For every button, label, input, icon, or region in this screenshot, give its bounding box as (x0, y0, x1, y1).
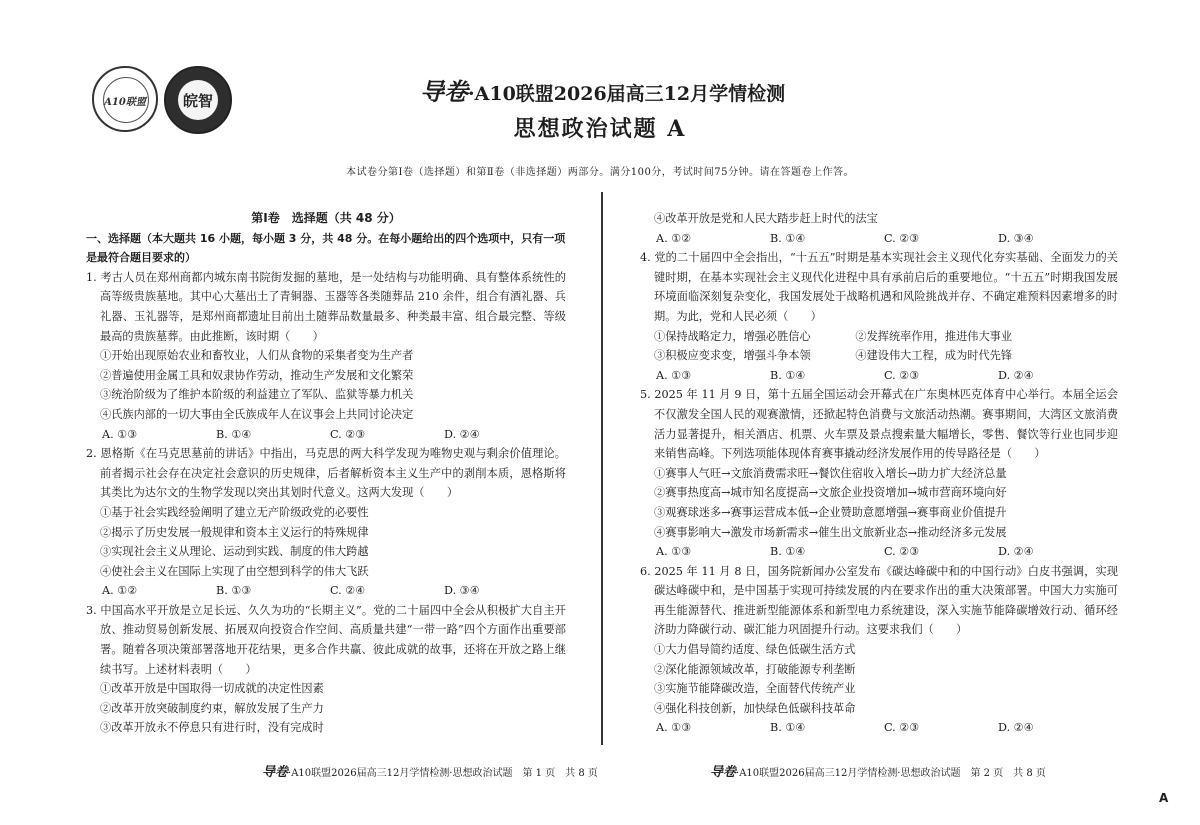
exam-title-text: ·A10联盟2026届高三12月学情检测 (468, 83, 786, 105)
answer-choices (640, 718, 1118, 738)
answer-choice: A. ①③ (656, 368, 692, 382)
question-stem: 2. 恩格斯《在马克思墓前的讲话》中指出，马克思的两大科学发现为唯物史观与剩余价值理论。前者揭示社会存在决定社会意识的历史规律，后者解析资本主义生产中的剥削本质，恩格斯将其类比为达尔文的生物学发现以突出其划时代意义。这两大发现（ ） (86, 447, 566, 500)
question-option: ③积极应变求变，增强斗争本领 ④建设伟大工程，成为时代先锋 (654, 349, 1013, 363)
answer-choices (640, 229, 1118, 249)
exam-title (420, 72, 785, 107)
question-option: ②揭示了历史发展一般规律和资本主义运行的特殊规律 (100, 525, 369, 539)
answer-choices (86, 581, 566, 601)
answer-choice: C. ②③ (884, 545, 920, 559)
question-option: ④赛事影响大→激发市场新需求→催生出文旅新业态→推动经济多元发展 (654, 525, 1007, 539)
answer-choice: D. ②④ (998, 545, 1034, 559)
column-divider (601, 192, 603, 745)
question-stem: 4. 党的二十届四中全会指出，“十五五”时期是基本实现社会主义现代化夯实基础、全面发力的关键时期，在基本实现社会主义现代化进程中具有承前启后的重要地位。“十五五”时期我国发展环境面临深刻复杂变化，我国发展处于战略机遇和风险挑战并存、不确定难预料因素增多的时期。为此，党和人民必须（ ） (640, 251, 1118, 323)
answer-choice: A. ①② (102, 584, 138, 598)
answer-choice: D. ②④ (998, 368, 1034, 382)
question-option: ④改革开放是党和人民大踏步赶上时代的法宝 (654, 212, 878, 225)
question-option: ④使社会主义在国际上实现了由空想到科学的伟大飞跃 (100, 564, 369, 578)
answer-choice: B. ①④ (770, 545, 806, 559)
answer-choice: A. ①② (656, 231, 692, 245)
answer-choices (640, 542, 1118, 562)
answer-choice: D. ②④ (998, 721, 1034, 735)
answer-choice: C. ②④ (330, 584, 366, 598)
question-option: ②深化能源领域改革，打破能源专利垄断 (654, 662, 856, 676)
part-heading: 一、选择题（本大题共 16 小题，每小题 3 分，共 48 分。在每小题给出的四个选项中，只有一项是最符合题目要求的） (86, 231, 566, 265)
answer-choice: D. ③④ (444, 584, 480, 598)
footer-brand-mark: 导卷 (262, 765, 289, 780)
question-option: ③改革开放永不停息只有进行时，没有完成时 (100, 721, 324, 735)
alliance-logo-text: A10联盟 (104, 97, 146, 108)
question-stem: 6. 2025 年 11 月 8 日，国务院新闻办公室发布《碳达峰碳中和的中国行动》白皮书强调，实现碳达峰碳中和，是中国基于实现可持续发展的内在要求作出的重大决策部署。中国大力实施可再生能源替代、推进新型能源体系和新型电力系统建设，深入实施节能降碳增效行动、循环经济助力降碳行动、碳汇能力巩固提升行动。这要求我们（ ） (640, 564, 1118, 637)
question-option: ②赛事热度高→城市知名度提高→文旅企业投资增加→城市营商环境向好 (654, 486, 1007, 500)
question-stem: 5. 2025 年 11 月 9 日，第十五届全国运动会开幕式在广东奥林匹克体育中心举行。本届全运会不仅激发全国人民的观赛激情，还掀起特色消费与文旅活动热潮。赛事期间，大湾区文旅消费活力显著提升，相关酒店、机票、火车票及景点搜索量大幅增长，零售、餐饮等行业也同步迎来销售高峰。下列选项能体现体育赛事撬动经济发展作用的传导路径是（ ） (640, 388, 1118, 461)
question (86, 268, 566, 444)
question-option: ②改革开放突破制度约束，解放发展了生产力 (100, 701, 324, 715)
answer-choice: C. ②③ (330, 427, 366, 441)
answer-choice: C. ②③ (884, 231, 920, 245)
question-option: ①赛事人气旺→文旅消费需求旺→餐饮住宿收入增长→助力扩大经济总量 (654, 466, 1007, 480)
question-option: ④强化科技创新，加快绿色低碳科技革命 (654, 701, 856, 715)
question-stem: 3. 中国高水平开放是立足长远、久久为功的“长期主义”。党的二十届四中全会从积极扩大自主开放、推动贸易创新发展、拓展双向投资合作空间、高质量共建“一带一路”四个方面作出重要部署。随着各项决策部署落地开花结果，更多合作共赢、彼此成就的故事，还将在开放之路上继续书写。上述材料表明（ ） (86, 603, 566, 676)
answer-choice: B. ①④ (770, 721, 806, 735)
question-option: ③实施节能降碳改造，全面替代传统产业 (654, 682, 856, 696)
question (86, 601, 566, 738)
footer-page-2 (710, 761, 1046, 780)
question-option: ①基于社会实践经验阐明了建立无产阶级政党的必要性 (100, 505, 369, 519)
question (640, 209, 1118, 248)
question-option: ①大力倡导简约适度、绿色低碳生活方式 (654, 643, 856, 657)
answer-choices (640, 366, 1118, 386)
footer-page-1 (262, 761, 598, 780)
question (86, 444, 566, 601)
left-question-list (86, 268, 566, 738)
answer-choice: A. ①③ (102, 427, 138, 441)
section-title: 第Ⅰ卷 选择题（共 48 分） (251, 211, 401, 225)
brand-mark: 导卷 (420, 77, 468, 106)
left-column (86, 209, 566, 738)
question (640, 562, 1118, 738)
answer-choice: A. ①③ (656, 545, 692, 559)
question (640, 248, 1118, 385)
question-option: ④氏族内部的一切大事由全氏族成年人在议事会上共同讨论决定 (100, 407, 414, 421)
question-option: ②普遍使用金属工具和奴隶协作劳动，推动生产发展和文化繁荣 (100, 368, 414, 382)
answer-choice: C. ②③ (884, 721, 920, 735)
answer-choices (86, 425, 566, 445)
question-stem: 1. 考古人员在郑州商都内城东南书院街发掘的墓地，是一处结构与功能明确、具有整体系统性的高等级贵族墓地。其中心大墓出土了青铜器、玉器等各类随葬品 210 余件，组合有酒礼器、兵礼器、玉礼器等，是郑州商都遗址目前出土随葬品数量最多、种类最丰富、组合最完整、等级最高的贵族墓葬。由此推断，该时期（ ） (86, 270, 566, 343)
right-column (640, 209, 1118, 738)
question-option: ①保持战略定力，增强必胜信心 ②发挥统率作用，推进伟大事业 (654, 329, 1013, 343)
answer-choice: D. ②④ (444, 427, 480, 441)
exam-instructions: 本试卷分第Ⅰ卷（选择题）和第Ⅱ卷（非选择题）两部分。满分100分，考试时间75分钟。请在答题卷上作答。 (345, 167, 855, 178)
answer-choice: B. ①④ (216, 427, 252, 441)
right-question-list (640, 209, 1118, 738)
footer-right-text: ·A10联盟2026届高三12月学情检测·思想政治试题 第 2 页 共 8 页 (736, 768, 1046, 779)
subject-title: 思想政治试题 A (513, 116, 687, 142)
answer-choice: B. ①④ (770, 368, 806, 382)
question (640, 385, 1118, 561)
question-option: ③统治阶级为了维护本阶级的利益建立了军队、监狱等暴力机关 (100, 388, 414, 402)
answer-choice: C. ②③ (884, 368, 920, 382)
question-option: ①改革开放是中国取得一切成就的决定性因素 (100, 682, 324, 696)
answer-choice: A. ①③ (656, 721, 692, 735)
version-mark: A (1159, 791, 1169, 805)
footer-left-text: ·A10联盟2026届高三12月学情检测·思想政治试题 第 1 页 共 8 页 (288, 768, 598, 779)
question-option: ③实现社会主义从理论、运动到实践、制度的伟大跨越 (100, 545, 369, 559)
wanzhi-logo-text: 皖智 (182, 92, 213, 110)
question-option: ③观赛球迷多→赛事运营成本低→企业赞助意愿增强→赛事商业价值提升 (654, 505, 1007, 519)
answer-choice: B. ①④ (770, 231, 806, 245)
question-option: ①开始出现原始农业和畜牧业，人们从食物的采集者变为生产者 (100, 349, 414, 363)
footer-brand-mark: 导卷 (710, 765, 737, 780)
answer-choice: D. ③④ (998, 231, 1034, 245)
answer-choice: B. ①③ (216, 584, 252, 598)
